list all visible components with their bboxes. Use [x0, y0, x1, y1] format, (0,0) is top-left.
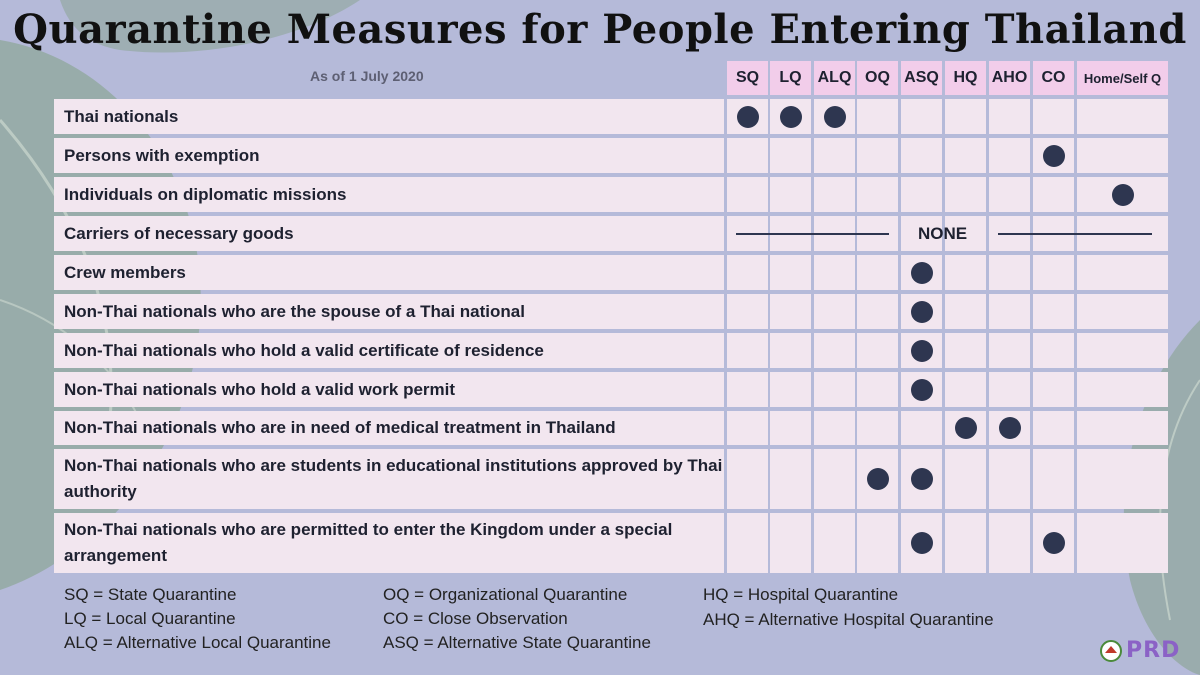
grid-cell: [727, 411, 768, 445]
grid-cell: [814, 372, 855, 407]
grid-cell: [1077, 411, 1168, 445]
grid-cell: [989, 513, 1030, 573]
grid-cell: [814, 411, 855, 445]
grid-cell: [945, 372, 986, 407]
applies-dot: [867, 468, 889, 490]
grid-cell: [901, 411, 942, 445]
grid-cell: [727, 294, 768, 329]
legend-item: HQ = Hospital Quarantine: [703, 585, 899, 604]
grid-cell: [814, 513, 855, 573]
grid-cell: [770, 513, 811, 573]
none-label: NONE: [918, 223, 968, 243]
grid-cell: [1033, 294, 1074, 329]
grid-cell: [901, 99, 942, 134]
legend-item: OQ = Organizational Quarantine: [383, 585, 628, 604]
applies-dot: [911, 379, 933, 401]
row-label: Non-Thai nationals who are the spouse of a Thai national: [54, 294, 724, 329]
grid-cell: [857, 138, 898, 173]
applies-dot: [780, 106, 802, 128]
grid-cell: [989, 333, 1030, 368]
grid-cell: [857, 333, 898, 368]
column-header: CO: [1033, 61, 1074, 95]
grid-cell: [989, 177, 1030, 212]
grid-cell: [1077, 99, 1168, 134]
grid-cell: [857, 513, 898, 573]
row-label: Non-Thai nationals who are students in educational institutions approved by Thai authority: [54, 449, 724, 509]
row-label: Non-Thai nationals who hold a valid work permit: [54, 372, 724, 407]
grid-cell: [945, 177, 986, 212]
applies-dot: [824, 106, 846, 128]
grid-cell: [1077, 449, 1168, 509]
row-label: Persons with exemption: [54, 138, 724, 173]
grid-cell: [727, 177, 768, 212]
column-header: ASQ: [901, 61, 942, 95]
grid-cell: [1033, 372, 1074, 407]
applies-dot: [911, 262, 933, 284]
grid-cell: [989, 372, 1030, 407]
grid-cell: [989, 449, 1030, 509]
grid-cell: [857, 99, 898, 134]
grid-cell: [770, 294, 811, 329]
grid-cell: [945, 138, 986, 173]
none-line-right: [998, 233, 1152, 235]
column-header: Home/Self Q: [1077, 61, 1168, 95]
grid-cell: [770, 138, 811, 173]
applies-dot: [911, 532, 933, 554]
grid-cell: [814, 294, 855, 329]
grid-cell: [945, 99, 986, 134]
legend-item: ALQ = Alternative Local Quarantine: [64, 633, 331, 652]
grid-cell: [770, 333, 811, 368]
grid-cell: [945, 294, 986, 329]
column-header: LQ: [770, 61, 811, 95]
column-header: SQ: [727, 61, 768, 95]
row-label: Crew members: [54, 255, 724, 290]
none-line-left: [736, 233, 889, 235]
row-label: Non-Thai nationals who hold a valid certificate of residence: [54, 333, 724, 368]
applies-dot: [1112, 184, 1134, 206]
grid-cell: [1077, 333, 1168, 368]
grid-cell: [814, 177, 855, 212]
applies-dot: [1043, 532, 1065, 554]
grid-cell: [1033, 449, 1074, 509]
grid-cell: [901, 177, 942, 212]
grid-cell: [989, 294, 1030, 329]
applies-dot: [999, 417, 1021, 439]
column-header: ALQ: [814, 61, 855, 95]
grid-cell: [945, 449, 986, 509]
grid-cell: [814, 333, 855, 368]
legend-item: AHQ = Alternative Hospital Quarantine: [703, 610, 994, 629]
applies-dot: [1043, 145, 1065, 167]
column-header: OQ: [857, 61, 898, 95]
legend-item: SQ = State Quarantine: [64, 585, 237, 604]
grid-cell: [1033, 333, 1074, 368]
grid-cell: [1033, 177, 1074, 212]
grid-cell: [727, 255, 768, 290]
page-title: Quarantine Measures for People Entering Thailand: [13, 6, 1187, 53]
prd-logo: [1100, 638, 1180, 663]
row-label: Thai nationals: [54, 99, 724, 134]
grid-cell: [945, 333, 986, 368]
emblem-icon: [1100, 640, 1122, 662]
grid-cell: [770, 255, 811, 290]
column-header: HQ: [945, 61, 986, 95]
legend-item: ASQ = Alternative State Quarantine: [383, 633, 651, 652]
grid-cell: [1077, 294, 1168, 329]
legend-item: CO = Close Observation: [383, 609, 568, 628]
grid-cell: [727, 333, 768, 368]
grid-cell: [770, 449, 811, 509]
grid-cell: [857, 255, 898, 290]
row-label: Carriers of necessary goods: [54, 216, 724, 251]
grid-cell: [1033, 99, 1074, 134]
grid-cell: [770, 177, 811, 212]
grid-cell: [1033, 411, 1074, 445]
grid-cell: [989, 138, 1030, 173]
grid-cell: [1077, 255, 1168, 290]
grid-cell: [989, 255, 1030, 290]
applies-dot: [911, 301, 933, 323]
grid-cell: [901, 138, 942, 173]
grid-cell: [727, 449, 768, 509]
grid-cell: [727, 138, 768, 173]
applies-dot: [911, 340, 933, 362]
grid-cell: [1077, 138, 1168, 173]
grid-cell: [989, 99, 1030, 134]
grid-cell: [857, 411, 898, 445]
applies-dot: [911, 468, 933, 490]
grid-cell: [814, 255, 855, 290]
grid-cell: [814, 138, 855, 173]
column-header: AHO: [989, 61, 1030, 95]
grid-cell: [770, 372, 811, 407]
legend-item: LQ = Local Quarantine: [64, 609, 236, 628]
logo-text: PRD: [1126, 638, 1181, 663]
grid-cell: [1077, 372, 1168, 407]
grid-cell: [945, 513, 986, 573]
grid-cell: [1077, 513, 1168, 573]
grid-cell: [727, 513, 768, 573]
row-label: Non-Thai nationals who are in need of medical treatment in Thailand: [54, 411, 724, 445]
grid-cell: [857, 294, 898, 329]
applies-dot: [955, 417, 977, 439]
grid-cell: [945, 255, 986, 290]
grid-cell: [814, 449, 855, 509]
applies-dot: [737, 106, 759, 128]
grid-cell: [1033, 255, 1074, 290]
grid-cell: [857, 177, 898, 212]
as-of-date: As of 1 July 2020: [310, 68, 424, 84]
grid-cell: [770, 411, 811, 445]
grid-cell: [727, 372, 768, 407]
row-label: Non-Thai nationals who are permitted to enter the Kingdom under a special arrangement: [54, 513, 724, 573]
row-label: Individuals on diplomatic missions: [54, 177, 724, 212]
grid-cell: [857, 372, 898, 407]
